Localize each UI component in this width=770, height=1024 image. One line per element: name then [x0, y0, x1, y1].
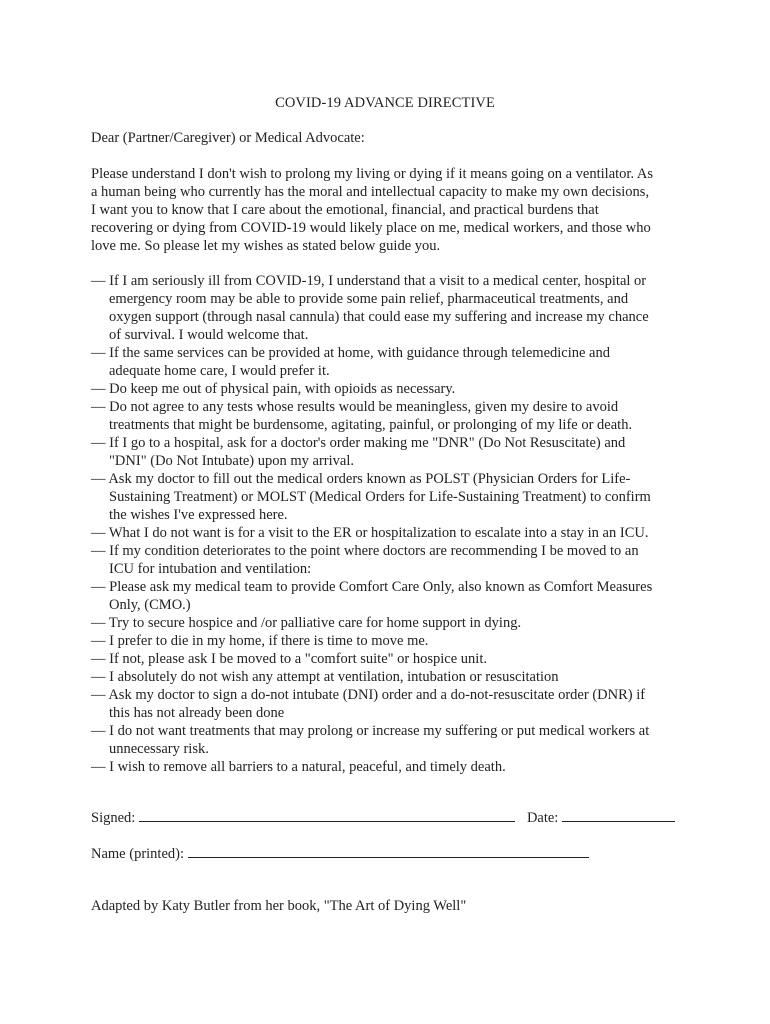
wish-item-continuation: ICU for intubation and ventilation:	[109, 561, 312, 577]
wish-item	[91, 272, 691, 344]
printed-name-line[interactable]	[188, 843, 589, 858]
wish-item-text: — I do not want treatments that may prolong or increase my suffering or put medical workers at	[91, 723, 650, 739]
wish-item	[91, 650, 691, 668]
wish-item-text: — Do not agree to any tests whose results would be meaningless, given my desire to avoid	[91, 399, 619, 415]
wish-item	[91, 380, 691, 398]
wish-item-text: — If not, please ask I be moved to a "comfort suite" or hospice unit.	[91, 651, 487, 667]
wish-item-continuation: emergency room may be able to provide some pain relief, pharmaceutical treatments, and	[109, 291, 629, 307]
intro-line: a human being who currently has the moral and intellectual capacity to make my own decisions,	[91, 184, 650, 200]
date-label: Date:	[526, 810, 559, 826]
wish-item-continuation: adequate home care, I would prefer it.	[109, 363, 330, 379]
intro-line: love me. So please let my wishes as stated below guide you.	[91, 238, 441, 254]
wishes-list	[91, 272, 691, 776]
wish-item-continuation: of survival. I would welcome that.	[109, 327, 309, 343]
intro-line: Please understand I don't wish to prolong my living or dying if it means going on a ventilator. As	[91, 166, 654, 182]
wish-item	[91, 668, 691, 686]
wish-item-text: — Ask my doctor to sign a do-not intubate (DNI) order and a do-not-resuscitate order (DNR) if	[91, 687, 646, 703]
wish-item-text: — I absolutely do not wish any attempt at ventilation, intubation or resuscitation	[91, 669, 559, 685]
signed-label: Signed:	[91, 810, 136, 826]
wish-item-continuation: oxygen support (through nasal cannula) that could ease my suffering and increase my chance	[109, 309, 649, 325]
wish-item-continuation: Only, (CMO.)	[109, 597, 191, 613]
wish-item-text: — I prefer to die in my home, if there is time to move me.	[91, 633, 429, 649]
wish-item-text: — If I go to a hospital, ask for a doctor's order making me "DNR" (Do Not Resuscitate) and	[91, 435, 626, 451]
wish-item-text: — Do keep me out of physical pain, with opioids as necessary.	[91, 381, 456, 397]
wish-item-continuation: "DNI" (Do Not Intubate) upon my arrival.	[109, 453, 354, 469]
wish-item-text: — Try to secure hospice and /or palliative care for home support in dying.	[91, 615, 522, 631]
wish-item	[91, 758, 691, 776]
wish-item-text: — What I do not want is for a visit to the ER or hospitalization to escalate into a stay in an ICU.	[91, 525, 649, 541]
salutation: Dear (Partner/Caregiver) or Medical Advocate:	[91, 130, 365, 146]
wish-item	[91, 722, 691, 758]
wish-item	[91, 632, 691, 650]
wish-item	[91, 542, 691, 578]
signature-row	[91, 807, 675, 827]
wish-item	[91, 470, 691, 524]
signature-line[interactable]	[139, 807, 515, 822]
wish-item	[91, 434, 691, 470]
wish-item-text: — Ask my doctor to fill out the medical orders known as POLST (Physician Orders for Life-	[91, 471, 631, 487]
name-label: Name (printed):	[91, 846, 185, 862]
intro-paragraph	[91, 165, 691, 255]
intro-line: I want you to know that I care about the emotional, financial, and practical burdens that	[91, 202, 599, 218]
wish-item-continuation: this has not already been done	[109, 705, 285, 721]
document-title: COVID-19 ADVANCE DIRECTIVE	[275, 95, 495, 111]
printed-name-row	[91, 843, 589, 863]
wish-item-text: — Please ask my medical team to provide Comfort Care Only, also known as Comfort Measures	[91, 579, 653, 595]
wish-item-text: — If my condition deteriorates to the point where doctors are recommending I be moved to an	[91, 543, 639, 559]
wish-item-continuation: treatments that might be burdensome, agitating, painful, or prolonging of my life or death.	[109, 417, 633, 433]
wish-item	[91, 614, 691, 632]
date-line[interactable]	[562, 807, 675, 822]
wish-item	[91, 344, 691, 380]
wish-item	[91, 398, 691, 434]
wish-item-continuation: unnecessary risk.	[109, 741, 209, 757]
wish-item-continuation: Sustaining Treatment) or MOLST (Medical Orders for Life-Sustaining Treatment) to confirm	[109, 489, 651, 505]
wish-item-text: — If I am seriously ill from COVID-19, I understand that a visit to a medical center, hospital or	[91, 273, 647, 289]
wish-item	[91, 524, 691, 542]
wish-item-continuation: the wishes I've expressed here.	[109, 507, 288, 523]
intro-line: recovering or dying from COVID-19 would likely place on me, medical workers, and those who	[91, 220, 651, 236]
wish-item-text: — I wish to remove all barriers to a natural, peaceful, and timely death.	[91, 759, 506, 775]
wish-item	[91, 578, 691, 614]
wish-item-text: — If the same services can be provided at home, with guidance through telemedicine and	[91, 345, 610, 361]
wish-item	[91, 686, 691, 722]
credit-line: Adapted by Katy Butler from her book, "The Art of Dying Well"	[91, 898, 467, 914]
